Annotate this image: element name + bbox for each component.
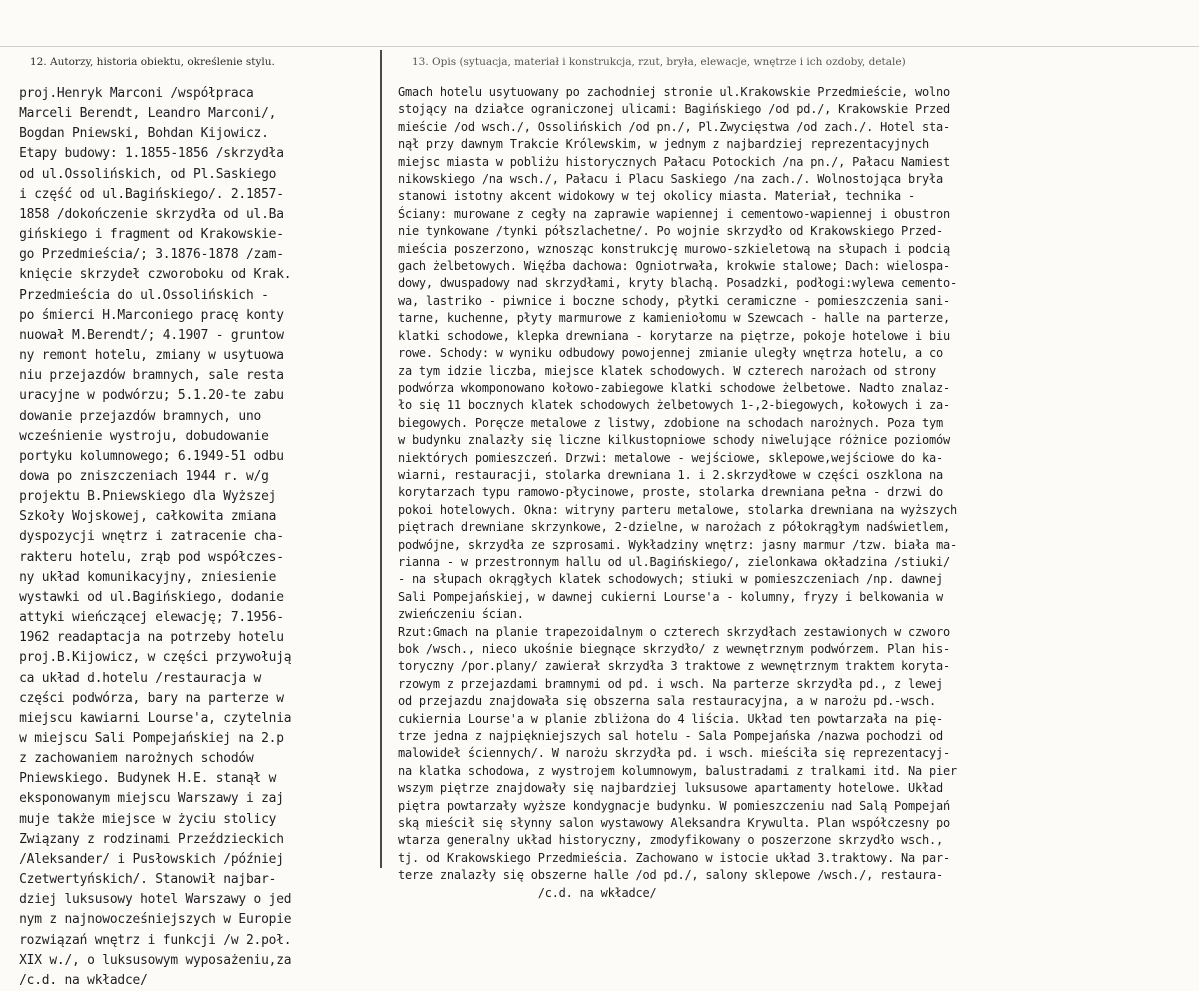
text-line: Pniewskiego. Budynek H.E. stanął w	[4, 771, 277, 787]
text-line: rozwiązań wnętrz i funkcji /w 2.poł.	[4, 932, 292, 948]
text-line: korytarzach typu ramowo-płycinowe, proste, stolarka drewniana pełna - drzwi do	[384, 485, 943, 500]
text-line: ską mieścił się słynny salon wystawowy Aleksandra Krywulta. Plan współczesny po	[384, 816, 950, 831]
text-line: ny układ komunikacyjny, zniesienie	[4, 569, 277, 585]
text-line: rakteru hotelu, zrąb pod współczes-	[4, 549, 284, 565]
text-line: gińskiego i fragment od Krakowskie-	[4, 227, 284, 243]
text-line: za tym idzie liczba, miejsce klatek schodowych. W czterech narożach od strony	[384, 363, 936, 378]
text-line: mieścia poszerzono, wznosząc konstrukcję murowo-szkieletową na słupach i podcią	[384, 241, 950, 256]
text-line: /Aleksander/ i Pusłowskich /później	[4, 851, 284, 867]
text-line: dowy, dwuspadowy nad skrzydłami, kryty blachą. Posadzki, podłogi:wylewa cemento-	[384, 276, 957, 291]
text-line: nuował M.Berendt/; 4.1907 - gruntow	[4, 327, 284, 343]
column-divider	[380, 50, 382, 868]
text-line: rianna - w przestronnym hallu od ul.Bagińskiego/, zielonkawa okładzina /stiuki/	[384, 554, 950, 569]
text-line: wa, lastriko - piwnice i boczne schody, płytki ceramiczne - pomieszczenia sani-	[384, 293, 950, 308]
text-line: Związany z rodzinami Przeździeckich	[4, 831, 284, 847]
text-line: nie tynkowane /tynki półszlachetne/. Po wojnie skrzydło od Krakowskiego Przed-	[384, 224, 943, 239]
text-line: proj.B.Kijowicz, w części przywołują	[4, 650, 292, 666]
text-line: ny remont hotelu, zmiany w usytuowa	[4, 348, 284, 364]
text-line: XIX w./, o luksusowym wyposażeniu,za	[4, 952, 292, 968]
text-line: dziej luksusowy hotel Warszawy o jed	[4, 892, 292, 908]
text-line: na klatka schodowa, z wystrojem kolumnowym, balustradami z tralkami itd. Na pier	[384, 763, 957, 778]
text-line: proj.Henryk Marconi /współpraca	[4, 86, 254, 101]
text-line: go Przedmieścia/; 3.1876-1878 /zam-	[4, 247, 284, 263]
text-line: pokoi hotelowych. Okna: witryny parteru metalowe, stolarka drewniana na wyższych	[384, 502, 957, 517]
text-line: nikowskiego /na wsch./, Pałacu i Placu Saskiego /na zach./. Wolnostojąca bryła	[384, 172, 943, 187]
text-line: w miejscu Sali Pompejańskiej na 2.p	[4, 731, 284, 746]
text-line: Sali Pompejańskiej, w dawnej cukierni Lourse'a - kolumny, fryzy i belkowania w	[384, 589, 943, 604]
text-line: uracyjne w podwórzu; 5.1.20-te zabu	[4, 388, 284, 404]
text-line: wcześnienie wystroju, dobudowanie	[4, 428, 269, 444]
text-line: /c.d. na wkładce/	[4, 972, 148, 988]
text-line: terze znalazły się obszerne halle /od pd./, salony sklepowe /wsch./, restaura-	[384, 868, 943, 883]
text-line: bok /wsch., nieco ukośnie biegnące skrzydło/ z wewnętrznym podwórzem. Plan his-	[384, 642, 950, 656]
text-line: Rzut:Gmach na planie trapezoidalnym o czterech skrzydłach zestawionych w czworo	[384, 624, 950, 639]
text-line: /c.d. na wkładce/	[384, 885, 657, 900]
text-line: muje także miejsce w życiu stolicy	[4, 811, 277, 827]
text-line: tj. od Krakowskiego Przedmieścia. Zachowano w istocie układ 3.traktowy. Na par-	[384, 850, 950, 865]
text-line: Gmach hotelu usytuowany po zachodniej stronie ul.Krakowskie Przedmieście, wolno	[384, 85, 950, 99]
text-line: dowanie przejazdów bramnych, uno	[4, 408, 262, 424]
text-line: ca układ d.hotelu /restauracja w	[4, 670, 262, 686]
text-line: tarne, kuchenne, płyty marmurowe z kamieniołomu w Szewcach - halle na parterze,	[384, 311, 950, 326]
text-line: rowe. Schody: w wyniku odbudowy powojennej zmianie uległy wnętrza hotelu, a co	[384, 346, 943, 361]
text-line: zwieńczeniu ścian.	[384, 607, 524, 622]
text-line: Ściany: murowane z cegły na zaprawie wapiennej i cementowo-wapiennej i obustron	[384, 206, 950, 221]
text-line: gach żelbetowych. Więźba dachowa: Ogniotrwała, krokwie stalowe; Dach: wielospa-	[384, 259, 950, 274]
text-line: Etapy budowy: 1.1855-1856 /skrzydła	[4, 146, 284, 162]
text-line: części podwórza, bary na parterze w	[4, 690, 284, 706]
text-line: trze jedna z najpiękniejszych sal hotelu - Sala Pompejańska /nazwa pochodzi od	[384, 729, 943, 744]
text-line: ło się 11 bocznych klatek schodowych żelbetowych 1-,2-biegowych, kołowych i za-	[384, 398, 950, 413]
history-text-column	[4, 84, 291, 991]
text-line: stanowi istotny akcent widokowy w tej okolicy miasta. Materiał, technika -	[384, 189, 916, 204]
text-line: cukiernia Lourse'a w planie zbliżona do 4 liścia. Układ ten powtarzała na pię-	[384, 711, 943, 726]
text-line: biegowych. Poręcze metalowe z listwy, zdobione na schodach narożnych. Poza tym	[384, 415, 943, 430]
text-line: projektu B.Pniewskiego dla Wyższej	[4, 489, 277, 505]
text-line: dyspozycji wnętrz i zatracenie cha-	[4, 529, 284, 545]
text-line: wszym piętrze znajdowały się najbardziej luksusowe apartamenty hotelowe. Układ	[384, 781, 943, 796]
text-line: nym z najnowocześniejszych w Europie	[4, 912, 292, 928]
text-line: Przedmieścia do ul.Ossolińskich -	[4, 287, 269, 303]
text-line: piętra powtarzały wyższe kondygnacje budynku. W pomieszczeniu nad Salą Pompejań	[384, 798, 950, 813]
description-text-column	[384, 84, 957, 902]
section-12-heading: 12. Autorzy, historia obiektu, określenie stylu.	[30, 56, 275, 68]
text-line: 1962 readaptacja na potrzeby hotelu	[4, 630, 284, 646]
top-rule	[0, 46, 1199, 47]
text-line: nął przy dawnym Trakcie Królewskim, w jednym z najbardziej reprezentacyjnych	[384, 137, 929, 152]
section-13-heading: 13. Opis (sytuacja, materiał i konstrukcja, rzut, bryła, elewacje, wnętrze i ich ozdoby, detale)	[412, 56, 906, 68]
text-line: portyku kolumnowego; 6.1949-51 odbu	[4, 448, 284, 464]
text-line: malowideł ściennych/. W narożu skrzydła pd. i wsch. mieściła się reprezentacyj-	[384, 746, 950, 761]
text-line: attyki wieńczącej elewację; 7.1956-	[4, 610, 284, 626]
text-line: dowa po zniszczeniach 1944 r. w/g	[4, 468, 269, 484]
text-line: mieście /od wsch./, Ossolińskich /od pn./, Pl.Zwycięstwa /od zach./. Hotel sta-	[384, 119, 950, 134]
text-line: i część od ul.Bagińskiego/. 2.1857-	[4, 186, 284, 202]
text-line: rzowym z przejazdami bramnymi od pd. i wsch. Na parterze skrzydła pd., z lewej	[384, 676, 943, 691]
text-line: podwójne, skrzydła ze szprosami. Wykładziny wnętrz: jasny marmur /tzw. biała ma-	[384, 537, 957, 552]
text-line: Czetwertyńskich/. Stanowił najbar-	[4, 872, 277, 888]
text-line: od ul.Ossolińskich, od Pl.Saskiego	[4, 166, 277, 182]
text-line: stojący na działce ograniczonej ulicami: Bagińskiego /od pd./, Krakowskie Przed	[384, 102, 950, 117]
text-line: miejsc miasta w pobliżu historycznych Pałacu Potockich /na pn./, Pałacu Namiest	[384, 154, 950, 169]
text-line: toryczny /por.plany/ zawierał skrzydła 3 traktowe z wewnętrznym traktem koryta-	[384, 659, 950, 674]
text-line: Bogdan Pniewski, Bohdan Kijowicz.	[4, 126, 269, 142]
text-line: w budynku znalazły się liczne kilkustopniowe schody niwelujące różnice poziomów	[384, 433, 950, 448]
text-line: wystawki od ul.Bagińskiego, dodanie	[4, 589, 284, 605]
text-line: piętrach drewniane skrzynkowe, 2-dzielne, w narożach z półokrągłym nadświetlem,	[384, 520, 950, 535]
text-line: z zachowaniem narożnych schodów	[4, 751, 254, 767]
text-line: niu przejazdów bramnych, sale resta	[4, 368, 284, 384]
text-line: niektórych pomieszczeń. Drzwi: metalowe - wejściowe, sklepowe,wejściowe do ka-	[384, 450, 943, 465]
text-line: - na słupach okrągłych klatek schodowych; stiuki w pomieszczeniach /np. dawnej	[384, 572, 943, 587]
text-line: wiarni, restauracji, stolarka drewniana 1. i 2.skrzydłowe w części oszklona na	[384, 467, 943, 482]
text-line: od przejazdu znajdowała się obszerna sala restauracyjna, a w narożu pd.-wsch.	[384, 694, 936, 709]
text-line: knięcie skrzydeł czworoboku od Krak.	[4, 267, 292, 283]
text-line: eksponowanym miejscu Warszawy i zaj	[4, 791, 284, 807]
text-line: po śmierci H.Marconiego pracę konty	[4, 307, 284, 323]
text-line: klatki schodowe, klepka drewniana - korytarze na piętrze, pokoje hotelowe i biu	[384, 328, 950, 343]
text-line: 1858 /dokończenie skrzydła od ul.Ba	[4, 206, 284, 222]
text-line: wtarza generalny układ historyczny, zmodyfikowany o poszerzone skrzydło wsch.,	[384, 833, 943, 848]
text-line: podwórza wkomponowano kołowo-zabiegowe klatki schodowe żelbetowe. Nadto znalaz-	[384, 380, 950, 395]
text-line: miejscu kawiarni Lourse'a, czytelnia	[4, 710, 292, 726]
text-line: Marceli Berendt, Leandro Marconi/,	[4, 106, 277, 122]
text-line: Szkoły Wojskowej, całkowita zmiana	[4, 509, 277, 525]
